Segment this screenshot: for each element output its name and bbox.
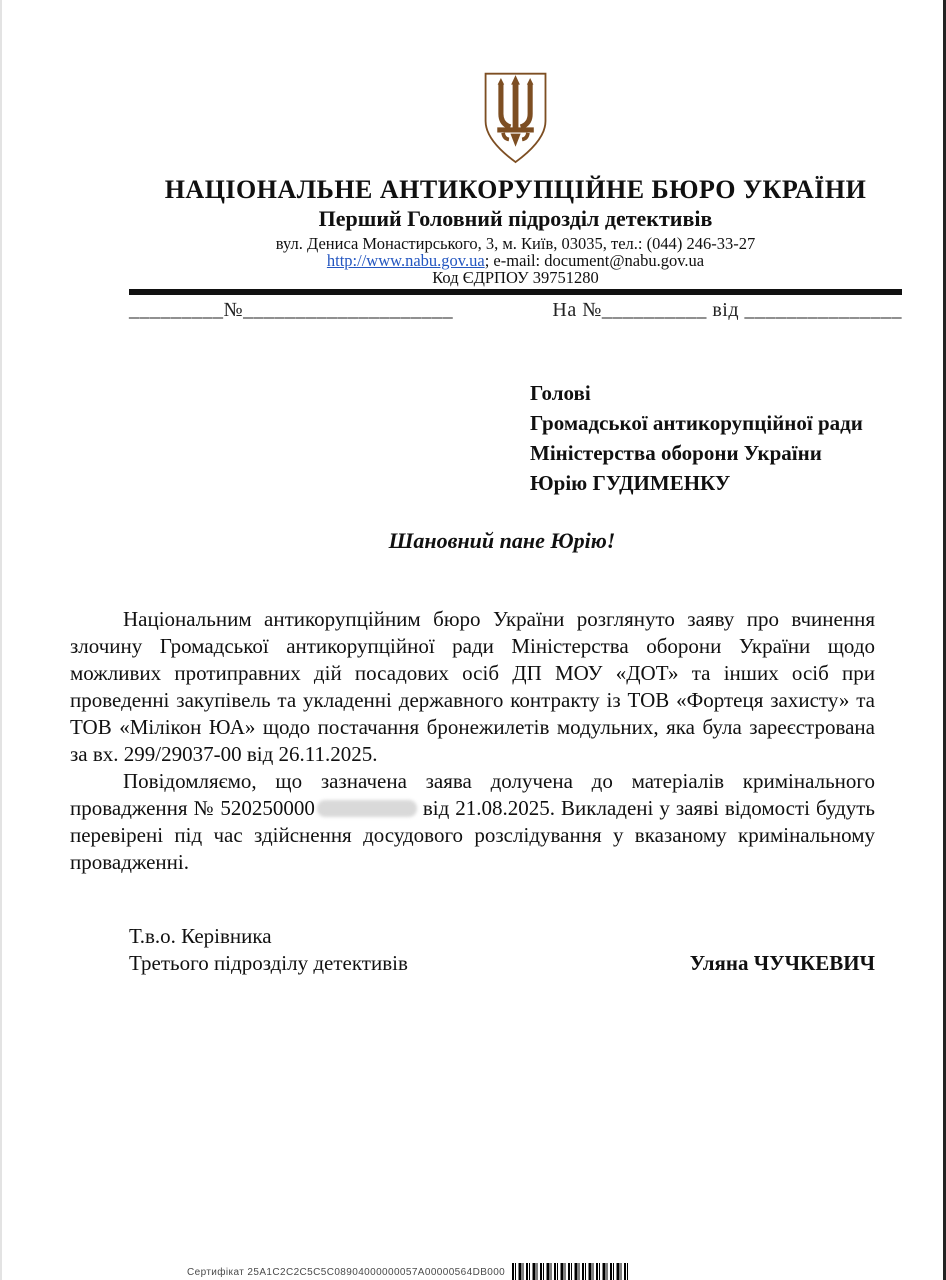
email-text: ; e-mail: document@nabu.gov.ua — [484, 251, 705, 270]
signer-position-line: Третього підрозділу детективів — [129, 951, 408, 975]
reference-line — [129, 299, 902, 322]
body-paragraph-2 — [70, 768, 875, 876]
signer-position — [129, 923, 408, 977]
outgoing-number-blank: _________№____________________ — [129, 299, 454, 321]
recipient-block — [530, 378, 943, 498]
website-link[interactable]: http://www.nabu.gov.ua — [326, 251, 485, 270]
divider-rule — [129, 289, 902, 295]
recipient-line: Юрію ГУДИМЕНКУ — [530, 471, 731, 495]
signer-name: Уляна ЧУЧКЕВИЧ — [689, 951, 875, 975]
signature-block — [129, 923, 875, 977]
address-line: вул. Дениса Монастирського, 3, м. Київ, 03035, тел.: (044) 246-33-27 — [275, 234, 756, 253]
body-paragraph-1: Національним антикорупційним бюро України розглянуто заяву про вчинення злочину Громадської антикорупційної ради Міністерства оборони України щодо можливих протиправних дій посадових осіб ДП МОУ «ДОТ» та інших осіб при проведенні закупівель та укладенні державного контракту із ТОВ «Фортеця захисту» та ТОВ «Мілікон ЮА» щодо постачання бронежилетів модульних, яка була зареєстрована за вх. 299/29037-00 від 26.11.2025. — [70, 607, 875, 766]
division-name: Перший Головний підрозділ детективів — [318, 206, 713, 231]
certificate-text: Сертифікат 25A1C2C2C5C5C08904000000057A00000564DB000 — [187, 1267, 506, 1278]
org-name: НАЦІОНАЛЬНЕ АНТИКОРУПЦІЙНЕ БЮРО УКРАЇНИ — [164, 175, 867, 204]
page-footer — [2, 1262, 943, 1280]
letterhead — [2, 0, 943, 295]
recipient-line: Громадської антикорупційної ради — [530, 411, 863, 435]
recipient-line: Голові — [530, 381, 591, 405]
contact-line — [129, 252, 902, 269]
incoming-number-blank: На №__________ від _______________ — [552, 299, 902, 321]
ukraine-trident-emblem — [479, 70, 552, 165]
recipient-line: Міністерства оборони України — [530, 441, 822, 465]
signer-position-line: Т.в.о. Керівника — [129, 924, 272, 948]
paragraph2-text-after: від 21.08.2025. Викладені у заяві відомості будуть перевірені під час здійснення досудового розслідування у вказаному кримінальному провадженні. — [70, 796, 876, 874]
paragraph2-text-before: Повідомляємо, що зазначена заява долучена до матеріалів кримінального провадження № 520250000 — [70, 769, 875, 820]
redacted-case-number — [317, 800, 417, 817]
barcode — [512, 1263, 630, 1280]
edrpou-line: Код ЄДРПОУ 39751280 — [432, 268, 599, 287]
salutation: Шановний пане Юрію! — [388, 528, 616, 553]
